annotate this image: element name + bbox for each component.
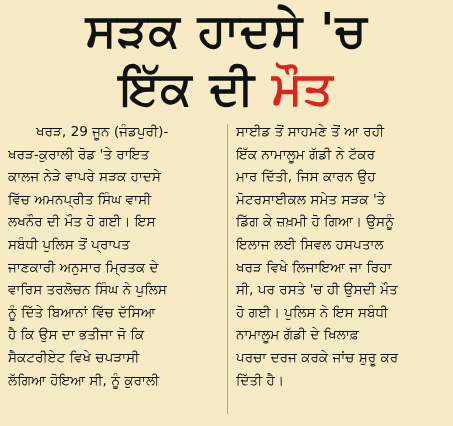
headline-line-1: ਸੜਕ ਹਾਦਸੇ 'ਚ	[85, 3, 368, 57]
article-line: ਨੂੰ ਦਿੱਤੇ ਬਿਆਨਾਂ ਵਿੱਚ ਦੱਸਿਆ	[8, 304, 156, 321]
article-line: ਇਲਾਜ ਲਈ ਸਿਵਲ ਹਸਪਤਾਲ	[236, 236, 384, 253]
article-line: ਵਿੱਚ ਅਮਨਪ੍ਰੀਤ ਸਿੰਘ ਵਾਸੀ	[8, 191, 152, 208]
article-line: ਦਿੱਤੀ ਹੈ।	[236, 372, 284, 389]
article-line: ਸਬੰਧੀ ਪੁਲਿਸ ਤੋਂ ਪ੍ਰਾਪਤ	[8, 236, 130, 253]
article-line: ਇੱਕ ਨਾਮਾਲੂਮ ਗੱਡੀ ਨੇ ਟੱਕਰ	[236, 146, 376, 163]
article-column-left	[8, 121, 220, 418]
article-line: ਸਾਈਡ ਤੋਂ ਸਾਹਮਣੇ ਤੋਂ ਆ ਰਹੀ	[236, 124, 385, 140]
article-line: ਵਾਰਿਸ ਤਰਲੋਚਨ ਸਿੰਘ ਨੇ ਪੁਲਿਸ	[8, 282, 167, 299]
article-line: ਸੈਕਟਰੀਏਟ ਵਿਖੇ ਚਪੜਾਸੀ	[8, 349, 140, 366]
article-line: ਲਖਨੌਰ ਦੀ ਮੌਤ ਹੋ ਗਈ। ਇਸ	[8, 214, 156, 231]
column-divider	[227, 124, 228, 414]
article-line: ਹੋ ਗਈ। ਪੁਲਿਸ ਨੇ ਇਸ ਸਬੰਧੀ	[236, 304, 389, 321]
article-line: ਨਾਮਾਲੂਮ ਗੱਡੀ ਦੇ ਖਿਲਾਫ਼	[236, 327, 359, 344]
article-line: ਹੈ ਕਿ ਉਸ ਦਾ ਭਤੀਜਾ ਜੋ ਕਿ	[8, 327, 145, 344]
article-line: ਮੋਟਰਸਾਈਕਲ ਸਮੇਤ ਸੜਕ 'ਤੇ	[236, 191, 386, 208]
article-line: ਖਰੜ ਵਿਖੇ ਲਿਜਾਇਆ ਜਾ ਰਿਹਾ	[236, 259, 392, 276]
article-line: ਜਾਣਕਾਰੀ ਅਨੁਸਾਰ ਮ੍ਰਿਤਕ ਦੇ	[8, 259, 159, 276]
article-column-right	[236, 121, 446, 418]
headline-line-2-text: ਇੱਕ ਦੀ	[119, 61, 255, 115]
article-line: ਖਰੜ, 29 ਜੂਨ (ਜੰਡਪੁਰੀ)-	[36, 124, 169, 140]
article-line: ਡਿੱਗ ਕੇ ਜ਼ਖ਼ਮੀ ਹੋ ਗਿਆ। ਉਸਨੂੰ	[236, 214, 394, 231]
article-line: ਪਰਚਾ ਦਰਜ ਕਰਕੇ ਜਾਂਚ ਸ਼ੁਰੂ ਕਰ	[236, 349, 399, 366]
article-line: ਲੱਗਿਆ ਹੋਇਆ ਸੀ, ਨੂੰ ਕੁਰਾਲੀ	[8, 372, 160, 389]
article-line: ਕਾਲਜ ਨੇੜੇ ਵਾਪਰੇ ਸੜਕ ਹਾਦਸੇ	[8, 169, 161, 186]
headline-line-2	[0, 60, 453, 116]
article-line: ਮਾਰ ਦਿੱਤੀ, ਜਿਸ ਕਾਰਨ ਉਹ	[236, 169, 376, 186]
article-line: ਖਰੜ-ਕੁਰਾਲੀ ਰੋਡ 'ਤੇ ਰਾਇਤ	[8, 146, 150, 163]
headline-highlight: ਮੌਤ	[271, 61, 334, 115]
article-line: ਸੀ, ਪਰ ਰਸਤੇ 'ਚ ਹੀ ਉਸਦੀ ਮੌਤ	[236, 282, 398, 299]
